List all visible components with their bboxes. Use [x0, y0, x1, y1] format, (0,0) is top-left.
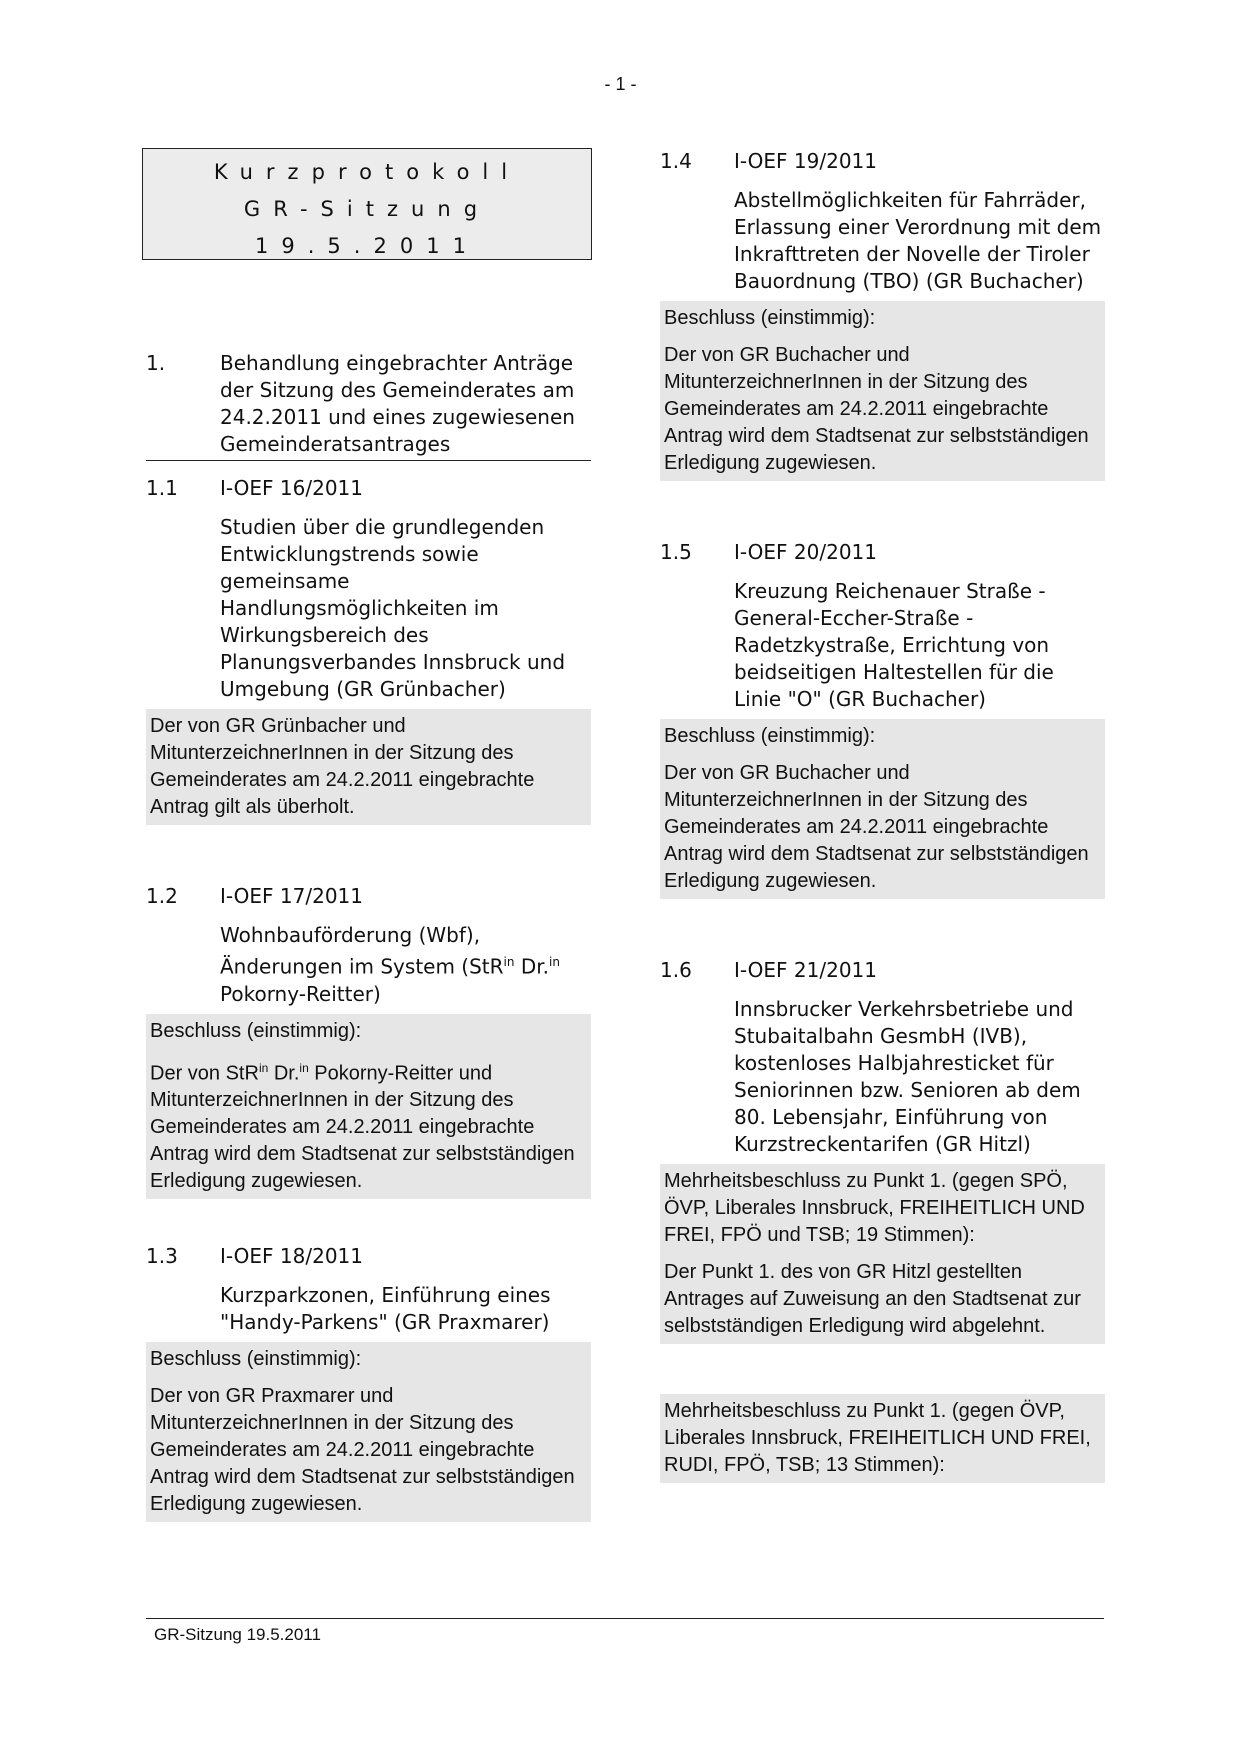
item-code: I-OEF 18/2011 [220, 1244, 363, 1269]
decision-label: Beschluss (einstimmig): [150, 1348, 362, 1371]
item-1-4-header [660, 148, 1105, 175]
title-line-3: 19.5.2011 [254, 234, 480, 258]
item-code: I-OEF 20/2011 [734, 540, 877, 564]
item-1-1-header [146, 475, 591, 502]
decision-label: Beschluss (einstimmig): [664, 725, 876, 747]
page-number: - 1 - [604, 74, 637, 94]
decision-text: Der von GR Buchacher und MitunterzeichnerInnen in der Sitzung des Gemeinderates am 24.2.2011 eingebrachte Antrag wird dem Stadtsenat zur selbstständigen Erledigung zugewiesen. [664, 344, 1089, 474]
item-number: 1.3 [146, 1244, 178, 1269]
decision-text: Der von GR Grünbacher und MitunterzeichnerInnen in der Sitzung des Gemeinderates am 24.2.2011 eingebrachte Antrag gilt als überholt. [150, 715, 535, 818]
right-column [660, 148, 1105, 1483]
decision-box [660, 1164, 1105, 1344]
item-number: 1.1 [146, 476, 178, 500]
item-1-5-header [660, 539, 1105, 566]
item-number: 1.2 [146, 884, 178, 908]
decision-box [146, 1342, 591, 1522]
left-column [146, 350, 591, 1522]
decision-box [146, 1014, 591, 1200]
decision-text: Der von StR$^{in}$ Dr.$^{in}$ Pokorny-Reitter und MitunterzeichnerInnen in der Sitzung des Gemeinderates am 24.2.2011 eingebrachte Antrag wird dem Stadtsenat zur selbstständigen Erledigung zugewiesen. [150, 1060, 575, 1193]
title-line-2: GR-Sitzung [243, 197, 491, 221]
item-code: I-OEF 21/2011 [734, 958, 877, 982]
item-title: Kurzparkzonen, Einführung eines "Handy-Parkens" (GR Praxmarer) [220, 1283, 551, 1335]
section-number: 1. [146, 351, 166, 375]
section-title: Behandlung eingebrachter Anträge der Sitzung des Gemeinderates am 24.2.2011 und eines zugewiesenen Gemeinderatsantrages [220, 351, 575, 456]
item-1-3-header [146, 1243, 591, 1270]
decision-label: Beschluss (einstimmig): [664, 307, 876, 329]
item-code: I-OEF 19/2011 [734, 149, 877, 173]
title-line-1: Kurzprotokoll [213, 160, 521, 184]
item-number: 1.5 [660, 540, 692, 564]
footer-rule [146, 1618, 1104, 1619]
item-1-6-header [660, 957, 1105, 984]
item-number: 1.4 [660, 149, 692, 173]
decision-label: Beschluss (einstimmig): [150, 1019, 362, 1042]
decision-text: Der von GR Buchacher und MitunterzeichnerInnen in der Sitzung des Gemeinderates am 24.2.2011 eingebrachte Antrag wird dem Stadtsenat zur selbstständigen Erledigung zugewiesen. [664, 762, 1089, 892]
footer-text: GR-Sitzung 19.5.2011 [154, 1625, 321, 1644]
item-title: Abstellmöglichkeiten für Fahrräder, Erlassung einer Verordnung mit dem Inkrafttreten der Novelle der Tiroler Bauordnung (TBO) (GR Buchacher) [734, 188, 1102, 293]
decision-label: Mehrheitsbeschluss zu Punkt 1. (gegen SPÖ, ÖVP, Liberales Innsbruck, FREIHEITLICH UND FREI, FPÖ und TSB; 19 Stimmen): [664, 1170, 1085, 1246]
item-code: I-OEF 16/2011 [220, 476, 363, 500]
item-1-2-header [146, 883, 591, 910]
decision-text: Der von GR Praxmarer und MitunterzeichnerInnen in der Sitzung des Gemeinderates am 24.2.2011 eingebrachte Antrag wird dem Stadtsenat zur selbstständigen Erledigung zugewiesen. [150, 1385, 575, 1516]
item-title: Innsbrucker Verkehrsbetriebe und Stubaitalbahn GesmbH (IVB), kostenloses Halbjahresticket für Seniorinnen bzw. Senioren ab dem 80. Lebensjahr, Einführung von Kurzstreckentarifen (GR Hitzl) [734, 997, 1081, 1156]
decision-box-2 [660, 1394, 1105, 1483]
item-code: I-OEF 17/2011 [220, 884, 363, 908]
item-title: Kreuzung Reichenauer Straße - General-Eccher-Straße - Radetzkystraße, Errichtung von beidseitigen Haltestellen für die Linie "O" (GR Buchacher) [734, 579, 1054, 711]
item-title: Wohnbauförderung (Wbf), Änderungen im System (StR$^{in}$ Dr.$^{in}$ Pokorny-Reitter) [220, 923, 560, 1006]
title-box [142, 148, 592, 260]
decision-label: Mehrheitsbeschluss zu Punkt 1. (gegen ÖVP, Liberales Innsbruck, FREIHEITLICH UND FREI, RUDI, FPÖ, TSB; 13 Stimmen): [664, 1400, 1091, 1476]
decision-text: Der Punkt 1. des von GR Hitzl gestellten Antrages auf Zuweisung an den Stadtsenat zur selbstständigen Erledigung wird abgelehnt. [664, 1261, 1081, 1337]
decision-box [660, 301, 1105, 481]
item-title: Studien über die grundlegenden Entwicklungstrends sowie gemeinsame Handlungsmöglichkeiten im Wirkungsbereich des Planungsverbandes Innsbruck und Umgebung (GR Grünbacher) [220, 515, 566, 701]
section-1-header [146, 350, 591, 461]
item-number: 1.6 [660, 958, 692, 982]
decision-box [146, 709, 591, 825]
decision-box [660, 719, 1105, 899]
